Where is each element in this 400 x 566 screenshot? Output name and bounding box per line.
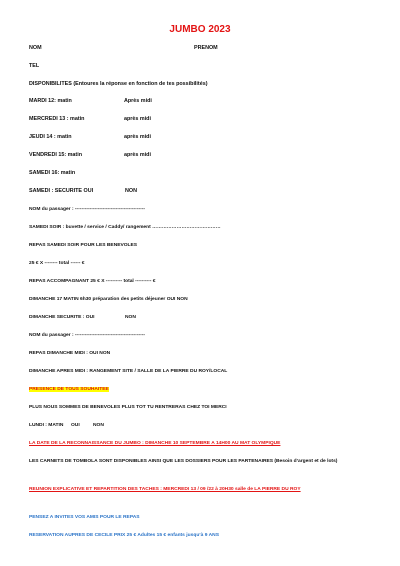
day-label: VENDREDI 15: matin <box>29 152 83 158</box>
afternoon-label: après midi <box>124 134 151 140</box>
day-label: JEUDI 14 : matin <box>29 134 72 140</box>
day-row-mercredi <box>29 116 151 123</box>
samedi-line: SAMEDI 16: matin <box>29 170 76 176</box>
lundi-label: LUNDI : MATIN <box>29 423 64 428</box>
reconnaissance-line <box>29 440 280 447</box>
repas-samedi-line: REPAS SAMEDI SOIR POUR LES BENEVOLES <box>29 243 138 248</box>
reunion-text: REUNION EXPLICATIVE ET REPARTITION DES TACHES : MERCREDI 13 / 09 /22 à 20H30 salle de LA PIERRE DU ROY <box>29 487 301 492</box>
pensez-line: PENSEZ A INVITES VOS AMIS POUR LE REPAS <box>29 515 140 520</box>
presence-highlight: PRESENCE DE TOUS SOUHAITEE <box>29 387 109 392</box>
repas-accompagnant-line: REPAS ACCOMPAGNANT 25 € X ---------- total ---------- € <box>29 279 156 284</box>
nom-passager-line-1: NOM du passager : ------------------------------------------- <box>29 207 145 212</box>
prenom-label: PRENOM <box>194 45 218 51</box>
dimanche-securite-non: NON <box>125 315 136 320</box>
day-row-mardi <box>29 98 152 105</box>
day-row-vendredi <box>29 152 151 159</box>
afternoon-label: après midi <box>124 152 151 158</box>
repas-samedi-total-line: 25 € X -------- total ------ € <box>29 261 85 266</box>
samedi-soir-line: SAMEDI SOIR : buvette / service / Caddy/ rangement …………………………………… <box>29 225 221 230</box>
samedi-securite-line <box>29 188 137 195</box>
dimanche-securite-label: DIMANCHE SECURITE : OUI <box>29 315 95 320</box>
samedi-securite-non: NON <box>125 188 137 194</box>
lundi-non: NON <box>93 423 104 428</box>
nom-line <box>29 45 218 52</box>
day-label: MERCREDI 13 : matin <box>29 116 85 122</box>
lundi-oui: OUI <box>71 423 80 428</box>
day-row-jeudi <box>29 134 151 141</box>
lundi-line <box>29 422 104 429</box>
tel-label: TEL <box>29 63 40 69</box>
disponibilites-heading: DISPONIBILITES (Entoures la réponse en fonction de tes possibilités) <box>29 81 208 87</box>
nom-label: NOM <box>29 45 42 51</box>
document-title: JUMBO 2023 <box>169 24 231 35</box>
presence-line <box>29 386 109 393</box>
afternoon-label: après midi <box>124 116 151 122</box>
carnets-paragraph: LES CARNETS DE TOMBOLA SONT DISPONIBLES AINSI QUE LES DOSSIERS POUR LES PARTENAIRES (Besoin d’argent et de lots) <box>29 459 338 464</box>
reconnaissance-text: LA DATE DE LA RECONNAISSANCE DU JUMBO : DIMANCHE 10 SEPTEMBRE A 14H00 AU MAT OLYMPIQUE <box>29 441 281 446</box>
repas-dimanche-line: REPAS DIMANCHE MIDI : OUI NON <box>29 351 111 356</box>
day-label: MARDI 12: matin <box>29 98 72 104</box>
afternoon-label: Après midi <box>124 98 152 104</box>
plus-nous-line: PLUS NOUS SOMMES DE BENEVOLES PLUS TOT TU RENTRERAS CHEZ TOI MERCI <box>29 405 227 410</box>
reservation-line: RESERVATION AUPRES DE CECILE PRIX 25 € Adultes 15 € enfants jusqu’à 9 ANS <box>29 533 219 538</box>
reunion-line <box>29 486 301 493</box>
samedi-securite-label: SAMEDI : SECURITE OUI <box>29 188 94 194</box>
dimanche-securite-line <box>29 314 136 321</box>
dimanche-apres-midi-line: DIMANCHE APRES MIDI : RANGEMENT SITE / SALLE DE LA PIERRE DU ROY/LOCAL <box>29 369 228 374</box>
nom-passager-line-2: NOM du passager : ------------------------------------------- <box>29 333 145 338</box>
dimanche-17-line: DIMANCHE 17 MATIN 6h30 préparation des petits déjeuner OUI NON <box>29 297 188 302</box>
